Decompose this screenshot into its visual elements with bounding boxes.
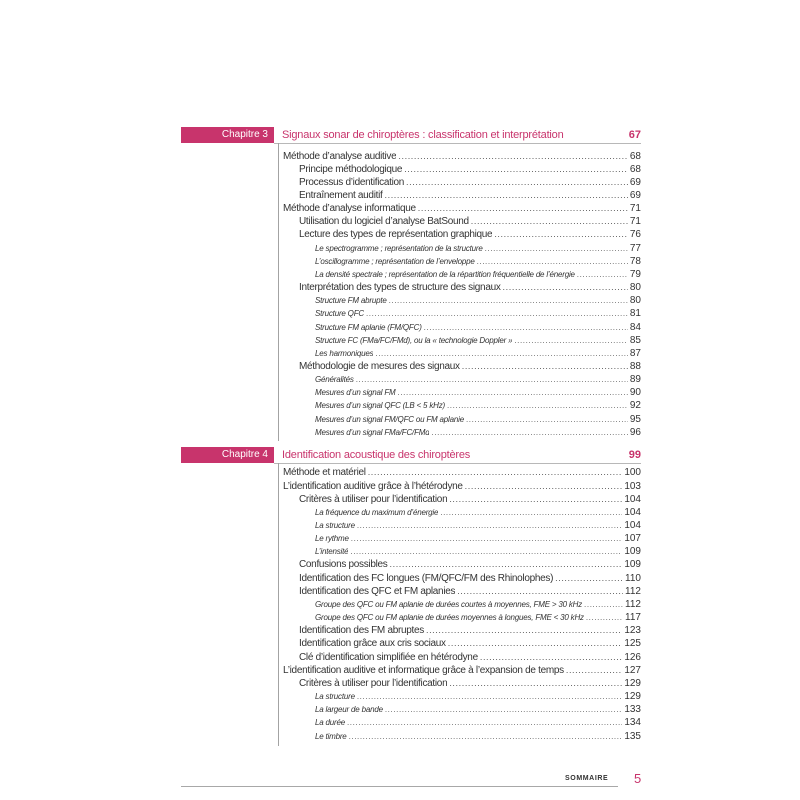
entry-page-number: 95 xyxy=(629,413,641,425)
entry-title: Structure FM aplanie (FM/QFC) xyxy=(315,322,422,332)
toc-entry xyxy=(279,716,641,729)
footer-rule xyxy=(181,786,618,787)
entry-title: Mesures d’un signal FM xyxy=(315,388,396,398)
toc-entry xyxy=(279,242,641,255)
dot-leader xyxy=(389,294,628,307)
entry-title: La structure xyxy=(315,692,355,702)
dot-leader xyxy=(555,572,623,585)
dot-leader xyxy=(465,480,623,493)
dot-leader xyxy=(503,281,628,294)
entry-title: Le rythme xyxy=(315,534,349,544)
toc-entry xyxy=(279,572,641,585)
entry-page-number: 134 xyxy=(624,717,641,729)
toc-entry xyxy=(279,360,641,373)
dot-leader xyxy=(366,307,628,320)
entry-page-number: 80 xyxy=(629,295,641,307)
dot-leader xyxy=(426,624,622,637)
entry-page-number: 110 xyxy=(625,572,641,584)
dot-leader xyxy=(357,690,622,703)
entry-page-number: 127 xyxy=(624,664,641,676)
entry-title: Structure QFC xyxy=(315,309,364,319)
toc-entry xyxy=(279,268,641,281)
entry-page-number: 81 xyxy=(629,308,641,320)
entry-page-number: 109 xyxy=(624,559,641,571)
entry-page-number: 117 xyxy=(625,612,641,624)
dot-leader xyxy=(440,506,622,519)
entry-page-number: 71 xyxy=(629,203,641,215)
chapter-title: Identification acoustique des chiroptères xyxy=(282,449,471,461)
entry-title: La largeur de bande xyxy=(315,705,383,715)
dot-leader xyxy=(349,730,623,743)
entry-title: Utilisation du logiciel d’analyse BatSound xyxy=(299,216,469,228)
entry-page-number: 87 xyxy=(629,347,641,359)
entry-page-number: 103 xyxy=(624,480,641,492)
entry-page-number: 129 xyxy=(624,691,641,703)
entry-page-number: 112 xyxy=(625,598,641,610)
dot-leader xyxy=(424,321,628,334)
entry-title: Mesures d’un signal QFC (LB < 5 kHz) xyxy=(315,401,445,411)
toc-entry xyxy=(279,176,641,189)
entry-page-number: 96 xyxy=(629,426,641,438)
chapter-title: Signaux sonar de chiroptères : classification et interprétation xyxy=(282,129,564,141)
entry-title: L’identification auditive et informatique grâce à l’expansion de temps xyxy=(283,664,564,676)
toc-entry xyxy=(279,281,641,294)
dot-leader xyxy=(449,677,622,690)
toc-entry xyxy=(279,545,641,558)
entry-page-number: 123 xyxy=(624,625,641,637)
entry-title: Structure FM abrupte xyxy=(315,296,387,306)
toc-entry xyxy=(279,677,641,690)
entry-title: La durée xyxy=(315,718,345,728)
entry-title: Le spectrogramme ; représentation de la structure xyxy=(315,243,483,253)
toc-entry xyxy=(279,413,641,426)
entry-title: Structure FC (FMa/FC/FMd), ou la « technologie Doppler » xyxy=(315,335,513,345)
dot-leader xyxy=(586,611,623,624)
entry-title: La fréquence du maximum d’énergie xyxy=(315,507,439,517)
toc-entry xyxy=(279,624,641,637)
entry-title: Méthode d’analyse informatique xyxy=(283,203,416,215)
toc-entry xyxy=(279,334,641,347)
toc-entry xyxy=(279,228,641,241)
entry-page-number: 104 xyxy=(624,506,641,518)
entry-page-number: 90 xyxy=(629,387,641,399)
entry-title: Mesures d’un signal FMa/FC/FMd xyxy=(315,427,430,437)
toc-entry xyxy=(279,202,641,215)
entry-page-number: 78 xyxy=(629,255,641,267)
toc-entry xyxy=(279,307,641,320)
entry-title: La structure xyxy=(315,521,355,531)
dot-leader xyxy=(398,150,627,163)
toc-entry xyxy=(279,480,641,493)
toc-entry xyxy=(279,598,641,611)
dot-leader xyxy=(385,703,622,716)
entry-title: Principe méthodologique xyxy=(299,163,403,175)
toc-entry xyxy=(279,255,641,268)
entry-page-number: 129 xyxy=(624,677,641,689)
toc-entry xyxy=(279,558,641,571)
entry-page-number: 112 xyxy=(625,585,641,597)
toc-entry xyxy=(279,163,641,176)
toc-entry xyxy=(279,493,641,506)
entry-page-number: 104 xyxy=(624,520,641,532)
entry-title: Les harmoniques xyxy=(315,348,374,358)
toc-entry xyxy=(279,373,641,386)
dot-leader xyxy=(406,176,628,189)
entry-title: Mesures d’un signal FM/QFC ou FM aplanie xyxy=(315,414,464,424)
dot-leader xyxy=(466,413,628,426)
entry-title: Lecture des types de représentation graphique xyxy=(299,229,493,241)
entry-page-number: 71 xyxy=(629,216,641,228)
dot-leader xyxy=(350,545,622,558)
dot-leader xyxy=(356,373,628,386)
dot-leader xyxy=(477,255,628,268)
dot-leader xyxy=(375,347,628,360)
dot-leader xyxy=(347,716,622,729)
chapter-entries xyxy=(278,143,641,441)
entry-page-number: 80 xyxy=(629,282,641,294)
chapter-label: Chapitre 3 xyxy=(181,127,274,143)
toc-entry xyxy=(279,386,641,399)
entry-page-number: 107 xyxy=(624,533,641,545)
toc-entry xyxy=(279,150,641,163)
dot-leader xyxy=(398,386,628,399)
dot-leader xyxy=(447,399,628,412)
entry-title: Critères à utiliser pour l’identification xyxy=(299,493,448,505)
entry-title: L’intensité xyxy=(315,547,349,557)
dot-leader xyxy=(431,426,627,439)
entry-title: L’oscillogramme ; représentation de l’enveloppe xyxy=(315,256,475,266)
entry-title: Le timbre xyxy=(315,731,347,741)
chapter-entries xyxy=(278,463,641,746)
dot-leader xyxy=(449,493,622,506)
dot-leader xyxy=(457,585,623,598)
toc-entry xyxy=(279,506,641,519)
toc-entry xyxy=(279,690,641,703)
entry-page-number: 76 xyxy=(629,229,641,241)
page-number: 5 xyxy=(634,771,642,786)
entry-page-number: 89 xyxy=(629,374,641,386)
entry-page-number: 69 xyxy=(629,189,641,201)
entry-title: Clé d’identification simplifiée en hétérodyne xyxy=(299,651,478,663)
toc-entry xyxy=(279,651,641,664)
entry-title: Confusions possibles xyxy=(299,559,388,571)
toc-entry xyxy=(279,426,641,439)
dot-leader xyxy=(462,360,628,373)
chapter-page-number: 99 xyxy=(628,449,641,461)
toc-entry xyxy=(279,347,641,360)
dot-leader xyxy=(385,189,628,202)
dot-leader xyxy=(390,558,623,571)
entry-title: Entraînement auditif xyxy=(299,189,383,201)
entry-page-number: 79 xyxy=(629,268,641,280)
entry-title: Identification des FM abruptes xyxy=(299,625,424,637)
entry-page-number: 68 xyxy=(629,163,641,175)
dot-leader xyxy=(418,202,628,215)
entry-title: Généralités xyxy=(315,375,354,385)
entry-page-number: 88 xyxy=(629,361,641,372)
dot-leader xyxy=(494,228,628,241)
entry-page-number: 84 xyxy=(629,321,641,333)
chapter-label: Chapitre 4 xyxy=(181,447,274,463)
toc-entry xyxy=(279,611,641,624)
entry-page-number: 135 xyxy=(624,730,641,742)
entry-title: Processus d’identification xyxy=(299,176,405,188)
dot-leader xyxy=(448,637,623,650)
dot-leader xyxy=(485,242,628,255)
entry-page-number: 85 xyxy=(629,334,641,346)
entry-title: Groupe des QFC ou FM aplanie de durées moyennes à longues, FME < 30 kHz xyxy=(315,613,584,623)
entry-page-number: 126 xyxy=(624,651,641,663)
entry-page-number: 109 xyxy=(624,546,641,558)
dot-leader xyxy=(566,664,622,677)
entry-page-number: 100 xyxy=(624,467,641,479)
toc-entry xyxy=(279,519,641,532)
dot-leader xyxy=(368,466,623,479)
toc-entry xyxy=(279,294,641,307)
chapter-page-number: 67 xyxy=(628,129,641,141)
toc-entry xyxy=(279,585,641,598)
entry-title: Identification grâce aux cris sociaux xyxy=(299,638,446,650)
dot-leader xyxy=(404,163,628,176)
toc-entry xyxy=(279,730,641,743)
entry-page-number: 125 xyxy=(624,638,641,650)
entry-page-number: 92 xyxy=(629,400,641,412)
entry-page-number: 68 xyxy=(629,150,641,162)
dot-leader xyxy=(480,651,622,664)
toc-entry xyxy=(279,321,641,334)
dot-leader xyxy=(471,215,628,228)
entry-title: Groupe des QFC ou FM aplanie de durées courtes à moyennes, FME > 30 kHz xyxy=(315,599,583,609)
toc-entry xyxy=(279,703,641,716)
toc-entry xyxy=(279,466,641,479)
entry-title: Critères à utiliser pour l’identification xyxy=(299,677,448,689)
toc-entry xyxy=(279,399,641,412)
entry-page-number: 77 xyxy=(629,242,641,254)
entry-title: La densité spectrale ; représentation de la répartition fréquentielle de l’énergie xyxy=(315,269,575,279)
dot-leader xyxy=(357,519,622,532)
dot-leader xyxy=(351,532,623,545)
entry-page-number: 133 xyxy=(624,704,641,716)
entry-title: Méthode d’analyse auditive xyxy=(283,150,397,162)
toc-entry xyxy=(279,189,641,202)
toc-entry xyxy=(279,532,641,545)
running-footer-section: SOMMAIRE xyxy=(565,775,609,782)
dot-leader xyxy=(577,268,628,281)
entry-title: Méthodologie de mesures des signaux xyxy=(299,361,460,372)
dot-leader xyxy=(514,334,628,347)
toc-entry xyxy=(279,215,641,228)
entry-title: L’identification auditive grâce à l’hétérodyne xyxy=(283,480,463,492)
entry-title: Identification des QFC et FM aplanies xyxy=(299,585,456,597)
entry-title: Identification des FC longues (FM/QFC/FM des Rhinolophes) xyxy=(299,572,554,584)
toc-entry xyxy=(279,664,641,677)
entry-page-number: 69 xyxy=(629,176,641,188)
dot-leader xyxy=(584,598,623,611)
toc-entry xyxy=(279,637,641,650)
entry-title: Méthode et matériel xyxy=(283,467,366,479)
entry-title: Interprétation des types de structure des signaux xyxy=(299,282,501,294)
entry-page-number: 104 xyxy=(624,493,641,505)
